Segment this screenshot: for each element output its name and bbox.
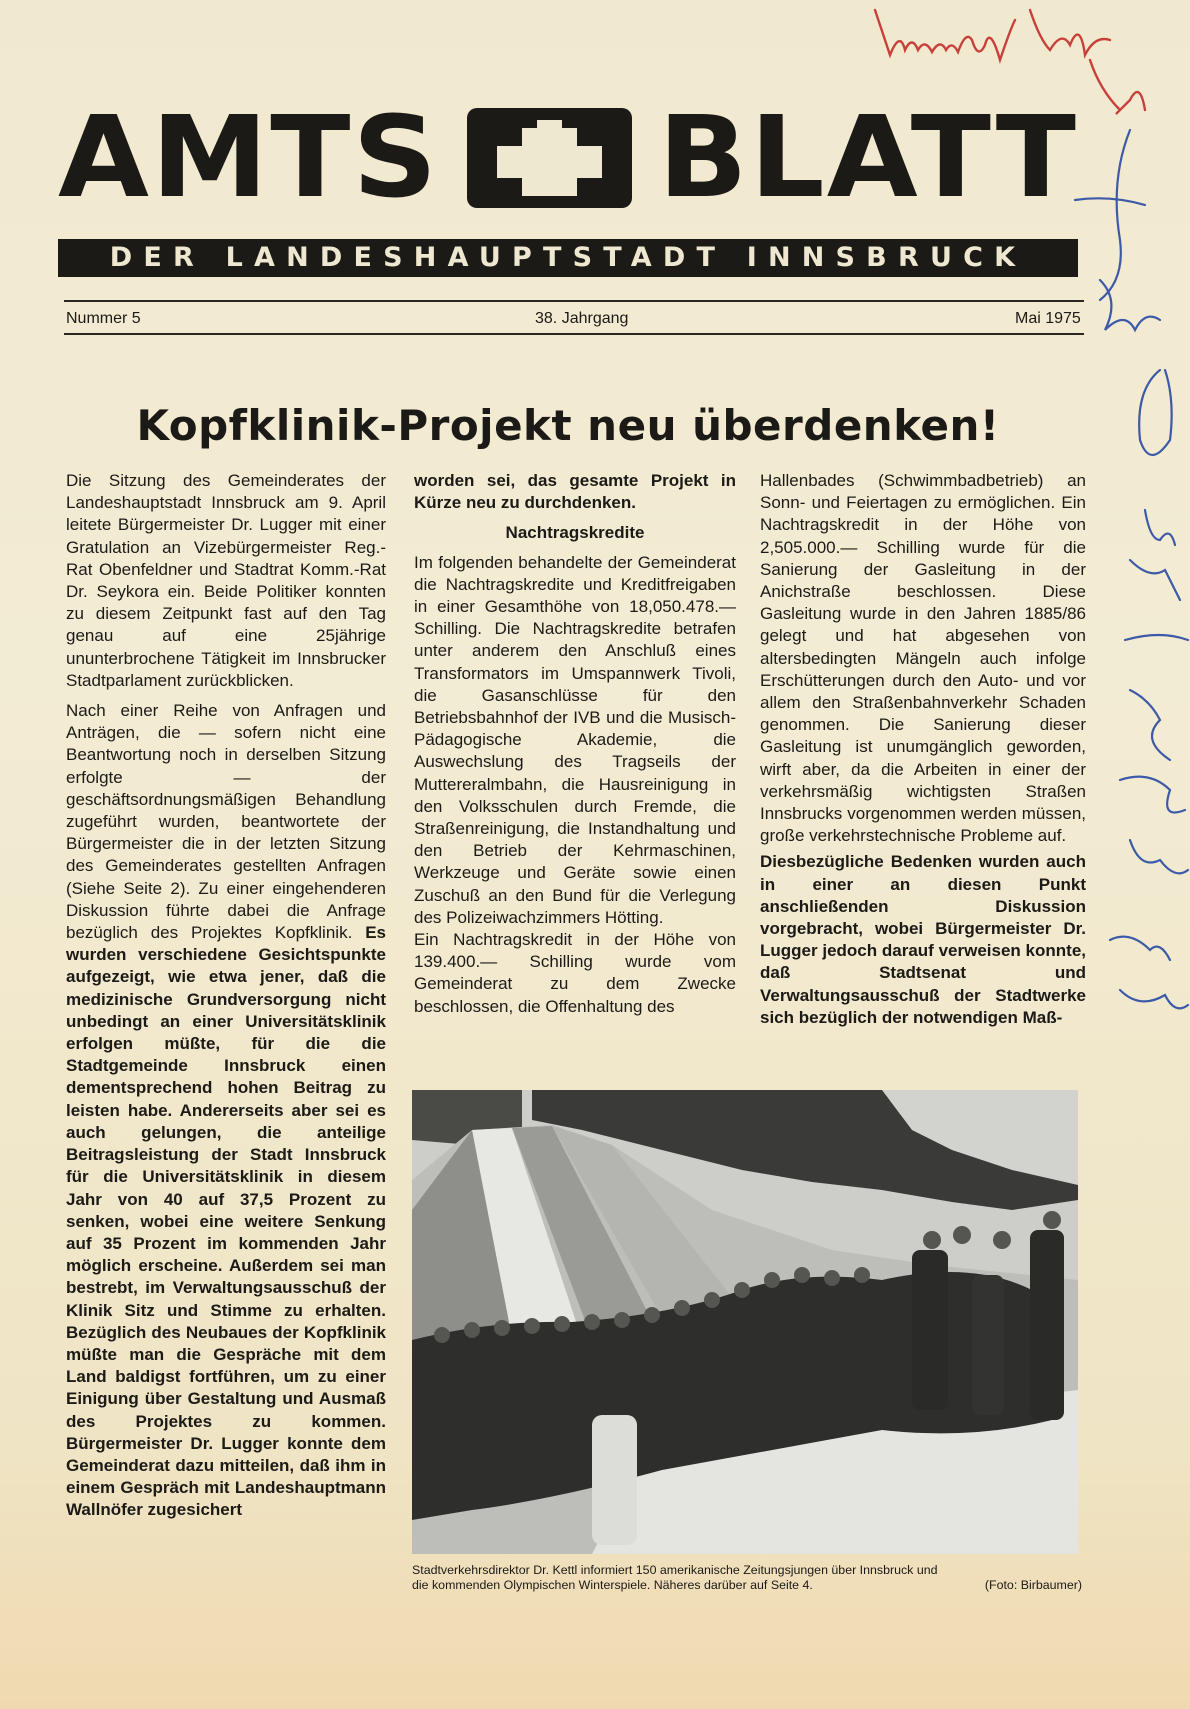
column-1-paragraph-2-text: Nach einer Reihe von Anfragen und Anträgen, die — sofern nicht eine Beantwortung noch in derselben Sitzung erfolgte — der geschäftsordnungsmäßigen Behandlung zugeführt wurden, beantwortete der Bürgermeister die in der letzten Sitzung des Gemeinderates gestellten Anfragen (Siehe Seite 2). Zu einer eingehenderen Diskussion führte dabei die Anfrage bezüglich des Projektes Kopfklinik.: [66, 701, 386, 943]
column-3-bold-text: Diesbezügliche Bedenken wurden auch in einer an diesen Punkt anschließenden Diskussion vorgebracht, wobei Bürgermeister Dr. Lugger jedoch darauf verweisen konnte, daß Stadtsenat und Verwaltungsausschuß der Stadtwerke sich bezüglich der notwendigen Maß-: [760, 852, 1086, 1027]
photo-caption-line-2: die kommenden Olympischen Winterspiele. Näheres darüber auf Seite 4.: [412, 1578, 813, 1592]
masthead-subtitle: DER LANDESHAUPTSTADT INNSBRUCK: [58, 239, 1078, 277]
issue-volume: 38. Jahrgang: [535, 310, 629, 327]
red-handwriting: [875, 10, 1145, 113]
column-2-paragraph-1: Im folgenden behandelte der Gemeinderat die Nachtragskredite und Kreditfreigaben in einer Gesamthöhe von 18,050.478.— Schilling. Die Nachtragskredite betrafen unter anderem den Anschluß eines Transformators im Umspannwerk Tivoli, die Gasanschlüsse für den Betriebsbahnhof der IVB und die Musisch-Pädagogische Akademie, die Auswechslung des Tragseils der Muttereralmbahn, die Hausreinigung in den Volksschulen durch Fremde, die Straßenreinigung, die Instandhaltung und den Betrieb der Kehrmaschinen, Werkzeuge und Geräte sowie einen Zuschuß an den Bund für die Verlegung des Polizeiwachzimmers Hötting.: [414, 552, 736, 927]
masthead-title-right: BLATT: [657, 93, 1078, 223]
photo-caption-line-1: Stadtverkehrsdirektor Dr. Kettl informiert 150 amerikanische Zeitungsjungen über Innsbruck und: [412, 1563, 938, 1577]
issue-date: Mai 1975: [1015, 310, 1081, 327]
column-1-bold-text: Es wurden verschiedene Gesichtspunkte aufgezeigt, wie etwa jener, daß die medizinische Grundversorgung nicht unbedingt an einer Universitätsklinik erfolgen müßte, für die die Stadtgemeinde Innsbruck einen dementsprechend hohen Beitrag zu leisten habe. Andererseits aber sei es auch gelungen, die anteilige Beitragsleistung der Stadt Innsbruck für die Universitätsklinik in diesem Jahr von 40 auf 37,5 Prozent zu senken, wobei eine weitere Senkung auf 35 Prozent im kommenden Jahr möglich erscheine. Außerdem sei man bestrebt, im Verwaltungsausschuß der Klinik Sitz und Stimme zu erhalten. Bezüglich des Neubaues der Kopfklinik müßte man die Gespräche mit dem Land baldigst fortführen, um zu einer Einigung über Gestaltung und Ausmaß des Projektes zu kommen. Bürgermeister Dr. Lugger konnte dem Gemeinderat dazu mitteilen, daß ihm in einem Gespräch mit Landeshauptmann Wallnöfer zugesichert: [66, 923, 386, 1520]
column-3-paragraph-1: Hallenbades (Schwimmbadbetrieb) an Sonn- und Feiertagen zu ermöglichen. Ein Nachtragskredit in der Höhe von 2,505.000.— Schilling wurde für die Sanierung der Gasleitung in der Anichstraße beschlossen. Diese Gasleitung wurde in den Jahren 1885/86 gelegt und hat abgesehen von altersbedingten Mängeln auch infolge Erschütterungen durch den Auto- und vor allem den Straßenbahnverkehr Schaden genommen. Die Sanierung dieser Gasleitung ist unumgänglich geworden, wirft aber, da die Arbeiten in einer der verkehrsmäßig wichtigsten Straßen Innsbrucks vorgenommen werden müssen, große verkehrstechnische Probleme auf.: [760, 471, 1086, 846]
column-2-paragraph-2: Ein Nachtragskredit in der Höhe von 139.400.— Schilling wurde vom Gemeinderat zu dem Zwecke beschlossen, die Offenhaltung des: [414, 930, 736, 1016]
column-1-paragraph-1: Die Sitzung des Gemeinderates der Landeshauptstadt Innsbruck am 9. April leitete Bürgermeister Dr. Lugger mit einer Gratulation an Vizebürgermeister Reg.-Rat Obenfeldner und Stadtrat Komm.-Rat Dr. Seykora ein. Beide Politiker konnten zu diesem Zeitpunkt fast auf den Tag genau auf eine 25jährige ununterbrochene Tätigkeit im Innsbrucker Stadtparlament zurückblicken.: [66, 471, 386, 690]
column-2-bold-text: worden sei, das gesamte Projekt in Kürze neu zu durchdenken.: [414, 471, 736, 513]
issue-number: Nummer 5: [66, 310, 141, 327]
article-headline: Kopfklinik-Projekt neu überdenken!: [136, 401, 1000, 450]
masthead-title-left: AMTS: [58, 93, 440, 223]
subheading-nachtragskredite: Nachtragskredite: [505, 523, 645, 543]
photo-credit: (Foto: Birbaumer): [984, 1578, 1082, 1592]
blue-handwriting: [1075, 130, 1188, 1008]
